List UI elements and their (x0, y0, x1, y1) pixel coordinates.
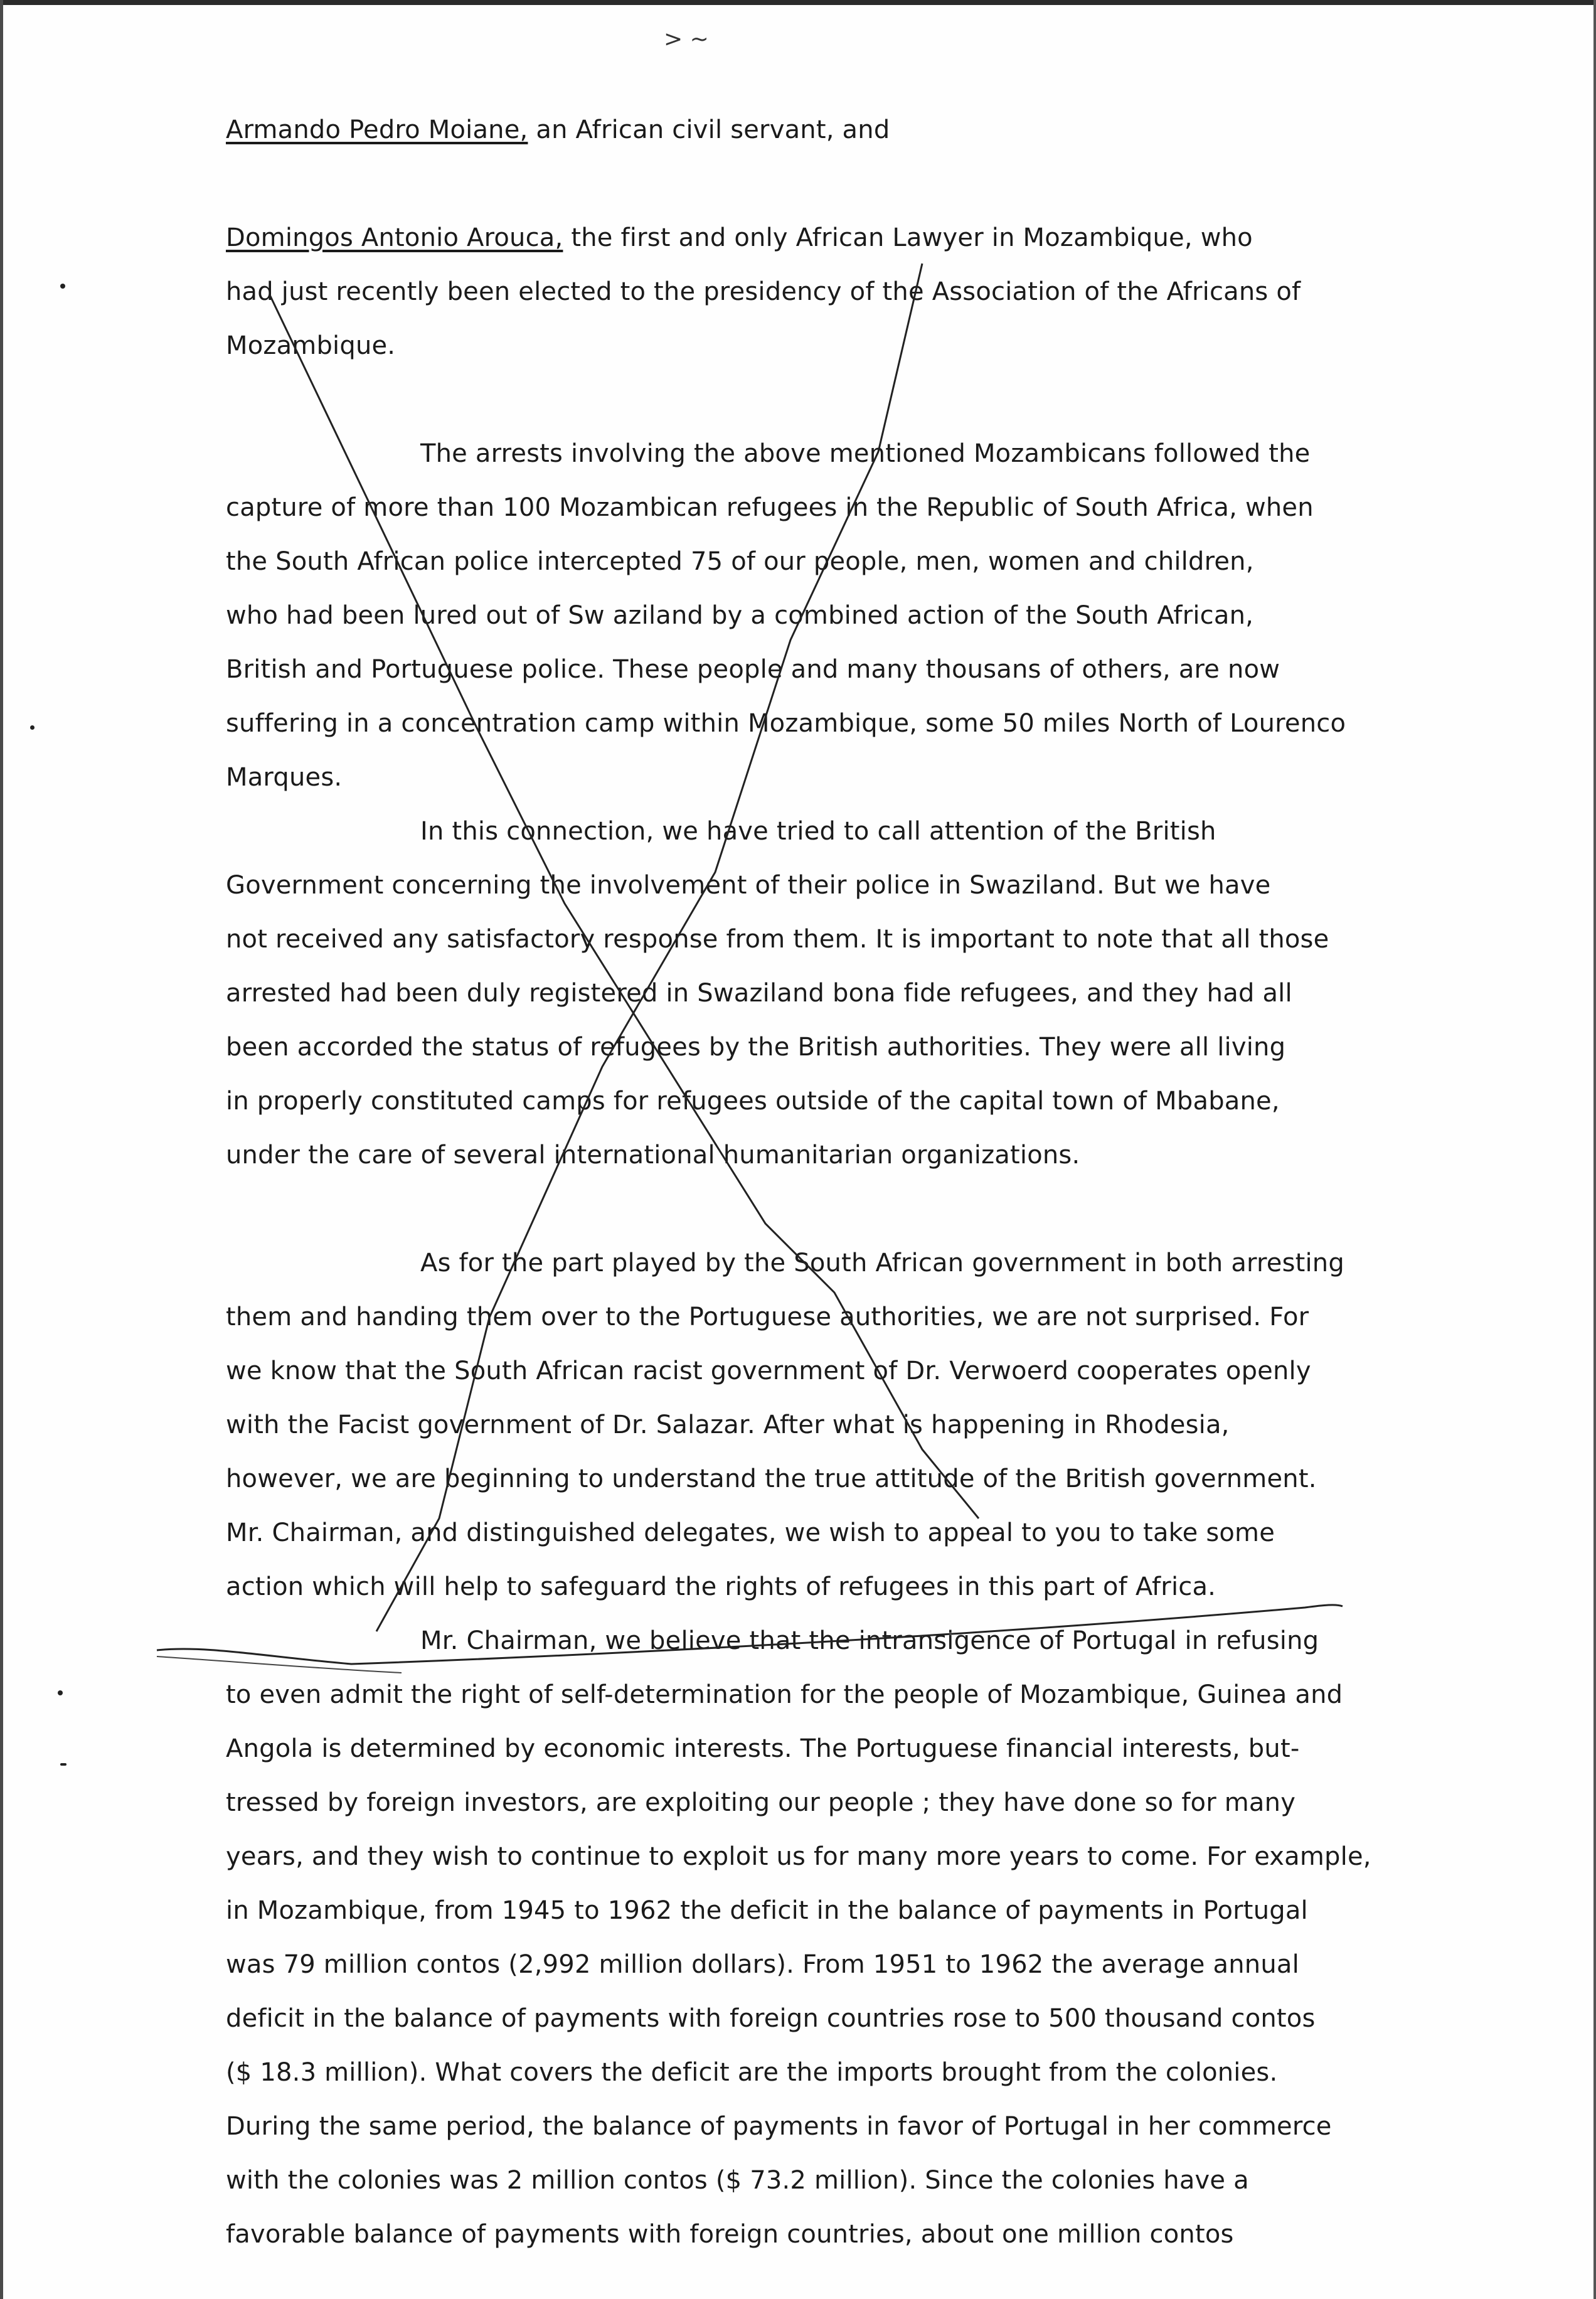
text-line: we know that the South African racist government of Dr. Verwoerd cooperates openly (226, 1357, 1311, 1385)
crossout-stroke-down (270, 295, 979, 1518)
text-line: arrested had been duly registered in Swaziland bona fide refugees, and they had all (226, 979, 1292, 1008)
paragraph-start: Mr. Chairman, we believe that the intransigence of Portugal in refusing (420, 1626, 1319, 1655)
name-arouca: Domingos Antonio Arouca, (226, 223, 563, 252)
text-line: British and Portuguese police. These people and many thousans of others, are now (226, 655, 1280, 684)
paragraph-start: As for the part played by the South African government in both arresting (420, 1249, 1344, 1278)
text-line: in Mozambique, from 1945 to 1962 the deficit in the balance of payments in Portugal (226, 1896, 1308, 1925)
text-line: not received any satisfactory response from them. It is important to note that all those (226, 925, 1329, 954)
text-line: in properly constituted camps for refugees outside of the capital town of Mbabane, (226, 1087, 1280, 1116)
text-line: During the same period, the balance of payments in favor of Portugal in her commerce (226, 2112, 1332, 2141)
crossout-stroke-up (376, 264, 922, 1631)
text-line: suffering in a concentration camp within Mozambique, some 50 miles North of Lourenco (226, 709, 1346, 738)
text-line: Mr. Chairman, and distinguished delegates, we wish to appeal to you to take some (226, 1518, 1275, 1547)
text-line: them and handing them over to the Portuguese authorities, we are not surprised. For (226, 1303, 1309, 1331)
text-line: was 79 million contos (2,992 million dollars). From 1951 to 1962 the average annual (226, 1950, 1299, 1979)
text-line: to even admit the right of self-determination for the people of Mozambique, Guinea and (226, 1680, 1343, 1709)
text-line: Domingos Antonio Arouca, the first and only African Lawyer in Mozambique, who (226, 223, 1253, 252)
text-line: Mozambique. (226, 331, 396, 360)
text-line: with the Facist government of Dr. Salazar. After what is happening in Rhodesia, (226, 1411, 1230, 1439)
text-line: Marques. (226, 763, 343, 792)
text-line: Armando Pedro Moiane, an African civil servant, and (226, 115, 890, 144)
text-line: however, we are beginning to understand the true attitude of the British government. (226, 1464, 1317, 1493)
text-line: ($ 18.3 million). What covers the deficit are the imports brought from the colonies. (226, 2058, 1278, 2087)
text-line: favorable balance of payments with foreign countries, about one million contos (226, 2220, 1234, 2249)
paragraph-start: In this connection, we have tried to call attention of the British (420, 817, 1216, 846)
text-line: with the colonies was 2 million contos ($ 73.2 million). Since the colonies have a (226, 2166, 1249, 2195)
text-line: tressed by foreign investors, are exploiting our people ; they have done so for many (226, 1788, 1296, 1817)
text-line: capture of more than 100 Mozambican refugees in the Republic of South Africa, when (226, 493, 1314, 522)
name-moiane: Armando Pedro Moiane, (226, 115, 528, 144)
text-line: the South African police intercepted 75 of our people, men, women and children, (226, 547, 1254, 576)
text-line: who had been lured out of Sw aziland by a combined action of the South African, (226, 601, 1254, 630)
text-line: deficit in the balance of payments with foreign countries rose to 500 thousand contos (226, 2004, 1316, 2033)
text-line: years, and they wish to continue to exploit us for many more years to come. For example, (226, 1842, 1371, 1871)
text-line: under the care of several international humanitarian organizations. (226, 1141, 1080, 1170)
text-line: Angola is determined by economic interests. The Portuguese financial interests, but- (226, 1734, 1300, 1763)
paragraph-start: The arrests involving the above mentioned Mozambicans followed the (420, 439, 1311, 468)
section-divider-stroke (157, 1605, 1343, 1664)
top-scan-mark: > ~ (664, 26, 709, 52)
text-line: Government concerning the involvement of their police in Swaziland. But we have (226, 871, 1271, 900)
section-divider-stroke-2 (157, 1656, 402, 1673)
text-line: had just recently been elected to the presidency of the Association of the Africans of (226, 277, 1301, 306)
text-line: action which will help to safeguard the rights of refugees in this part of Africa. (226, 1572, 1216, 1601)
text-line: been accorded the status of refugees by the British authorities. They were all living (226, 1033, 1286, 1062)
